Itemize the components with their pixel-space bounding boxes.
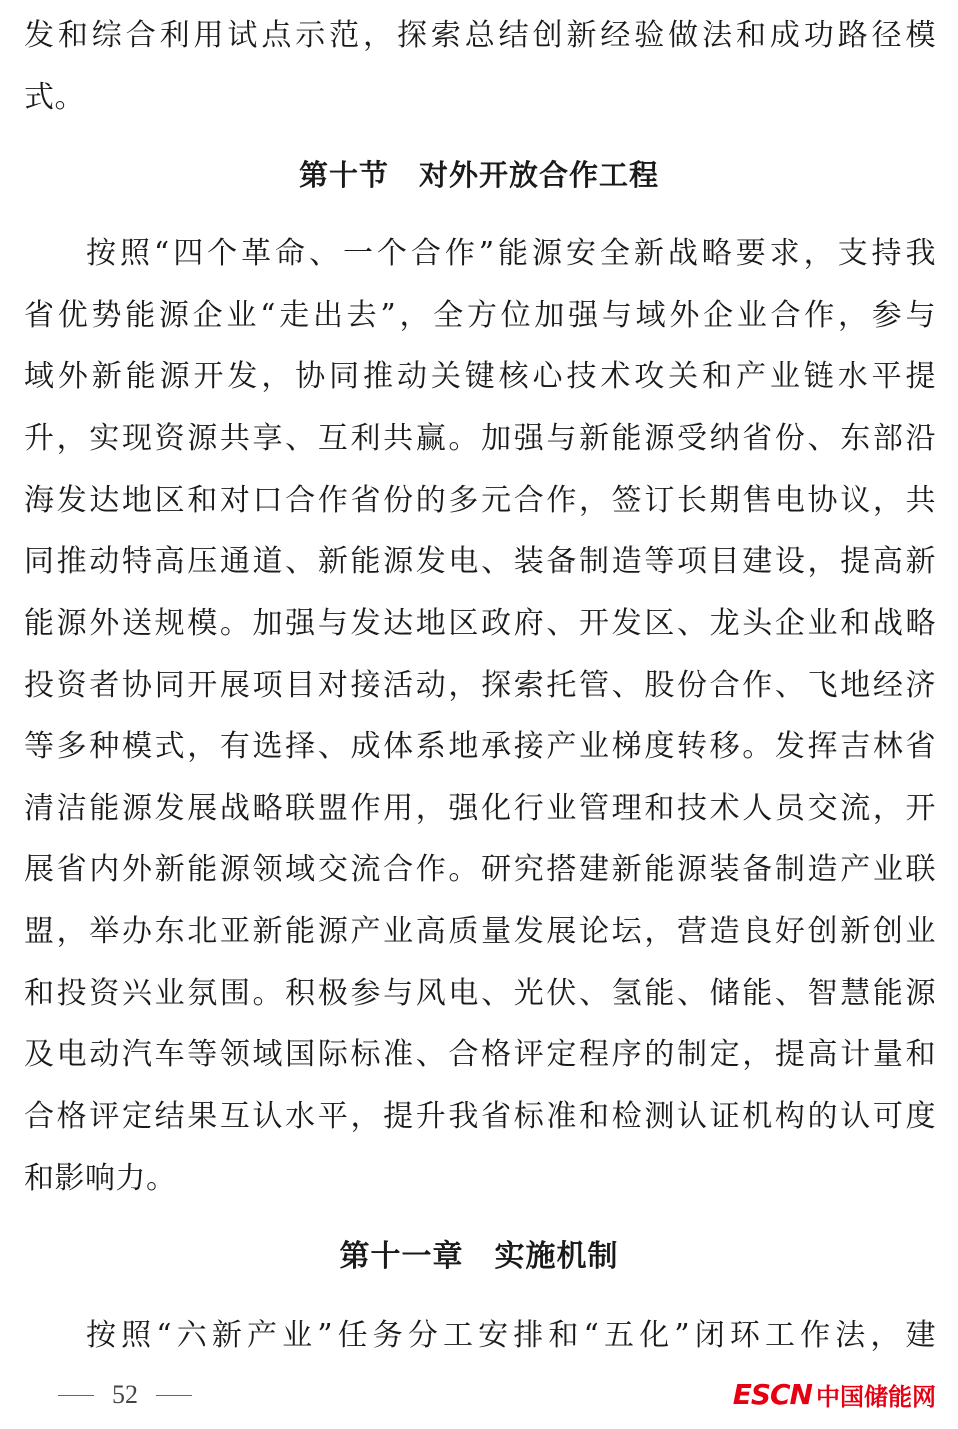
paragraph-line: 海发达地区和对口合作省份的多元合作，签订长期售电协议，共 <box>24 483 936 518</box>
escn-logo <box>733 1374 936 1414</box>
footer-dash-right <box>156 1395 192 1396</box>
paragraph-line: 升，实现资源共享、互利共赢。加强与新能源受纳省份、东部沿 <box>24 421 936 456</box>
paragraph-line: 和影响力。 <box>24 1161 177 1196</box>
paragraph-line: 展省内外新能源领域交流合作。研究搭建新能源装备制造产业联 <box>24 852 936 887</box>
section-title: 第十节 对外开放合作工程 <box>298 158 659 192</box>
page-footer <box>40 1377 210 1413</box>
paragraph-line: 域外新能源开发，协同推动关键核心技术攻关和产业链水平提 <box>24 359 936 394</box>
paragraph-line: 清洁能源发展战略联盟作用，强化行业管理和技术人员交流，开 <box>24 791 936 826</box>
paragraph-line: 盟，举办东北亚新能源产业高质量发展论坛，营造良好创新创业 <box>24 914 936 949</box>
footer-dash-left <box>58 1395 94 1396</box>
logo-text-cn: 中国储能网 <box>816 1382 936 1411</box>
paragraph-line: 能源外送规模。加强与发达地区政府、开发区、龙头企业和战略 <box>24 606 936 641</box>
paragraph-line: 合格评定结果互认水平，提升我省标准和检测认证机构的认可度 <box>24 1099 936 1134</box>
logo-text-en: ESCN <box>732 1377 812 1411</box>
chapter-title: 第十一章 实施机制 <box>339 1239 619 1274</box>
paragraph-line: 投资者协同开展项目对接活动，探索托管、股份合作、飞地经济 <box>24 668 936 703</box>
paragraph-line: 发和综合利用试点示范，探索总结创新经验做法和成功路径模 <box>24 18 936 53</box>
paragraph-line: 同推动特高压通道、新能源发电、装备制造等项目建设，提高新 <box>24 544 936 579</box>
paragraph-line: 省优势能源企业“走出去”，全方位加强与域外企业合作，参与 <box>24 298 936 333</box>
page-number: 52 <box>112 1380 138 1409</box>
paragraph-line: 及电动汽车等领域国际标准、合格评定程序的制定，提高计量和 <box>24 1037 936 1072</box>
paragraph-line: 式。 <box>24 80 85 115</box>
paragraph-line: 按照“六新产业”任务分工安排和“五化”闭环工作法，建 <box>86 1318 936 1353</box>
paragraph-line: 按照“四个革命、一个合作”能源安全新战略要求，支持我 <box>86 236 936 271</box>
paragraph-line: 和投资兴业氛围。积极参与风电、光伏、氢能、储能、智慧能源 <box>24 976 936 1011</box>
paragraph-line: 等多种模式，有选择、成体系地承接产业梯度转移。发挥吉林省 <box>24 729 936 764</box>
